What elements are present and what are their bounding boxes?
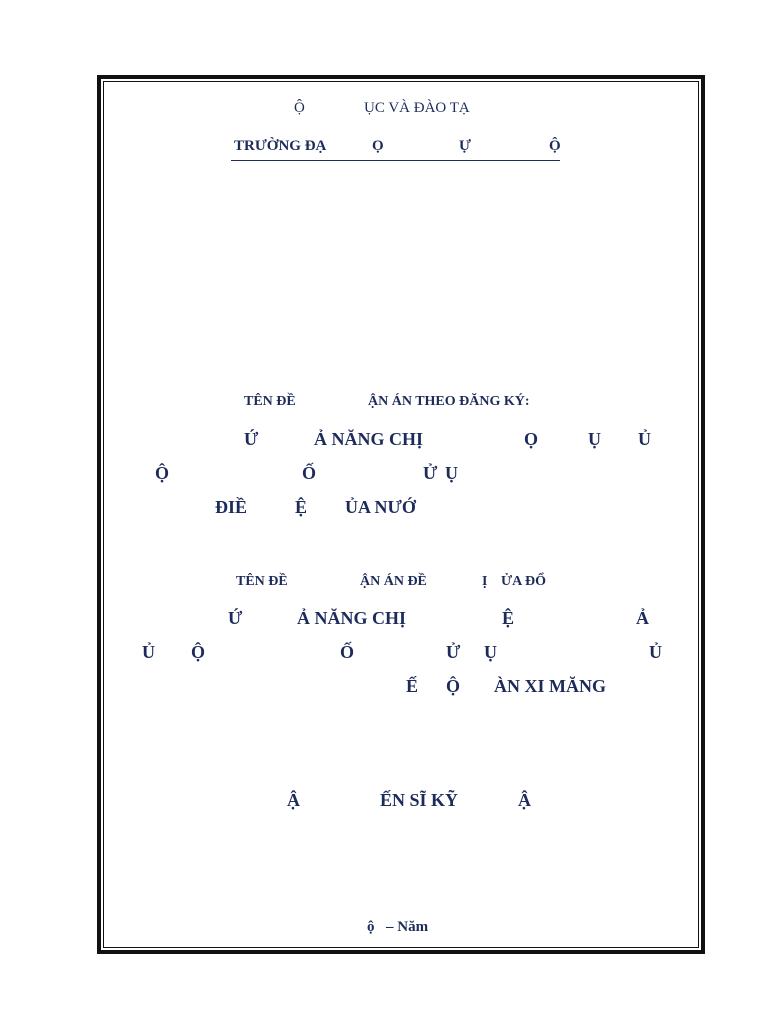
revised-line3-fragment-2: Ộ [446, 676, 461, 696]
degree-fragment-1: Ậ [287, 790, 300, 810]
revised-line2-fragment-1: Ủ [142, 642, 155, 662]
revised-line2-fragment-5: Ụ [484, 642, 497, 662]
registered-line2-fragment-4: Ụ [445, 463, 458, 483]
registered-line1-fragment-1: Ứ [244, 429, 259, 449]
revised-line2-fragment-6: Ủ [649, 642, 662, 662]
revised-line1-fragment-4: Ả [636, 608, 649, 628]
revised-label-fragment-3: Ị [482, 574, 488, 589]
registered-label-fragment-1: TÊN ĐỀ [244, 394, 296, 409]
registered-line3-fragment-1: ĐIỀ [215, 497, 248, 517]
revised-line2-fragment-3: Ố [340, 642, 355, 662]
footer-fragment-1: ộ [367, 919, 375, 935]
registered-line3-fragment-3: ỦA NƯỚ [345, 497, 416, 517]
revised-label-fragment-1: TÊN ĐỀ [236, 574, 288, 589]
revised-line2-fragment-4: Ử [446, 642, 461, 662]
revised-label-fragment-2: ẬN ÁN ĐỀ [360, 574, 427, 589]
revised-line1-fragment-1: Ứ [228, 608, 243, 628]
university-fragment-4: Ộ [549, 138, 561, 154]
ministry-fragment-1: Ộ [294, 100, 305, 116]
registered-line1-fragment-4: Ụ [588, 429, 601, 449]
revised-label-fragment-4: ỬA ĐỔ [501, 574, 546, 589]
university-fragment-1: TRƯỜNG ĐẠ [234, 138, 327, 154]
registered-line2-fragment-1: Ộ [155, 463, 170, 483]
revised-line3-fragment-1: Ế [406, 676, 419, 696]
revised-line1-fragment-3: Ệ [502, 608, 515, 628]
university-fragment-2: Ọ [372, 138, 384, 154]
registered-line2-fragment-2: Ố [302, 463, 317, 483]
registered-line1-fragment-3: Ọ [524, 429, 539, 449]
degree-fragment-2: ẾN SĨ KỸ [380, 790, 459, 810]
ministry-fragment-2: ỤC VÀ ĐÀO TẠ [364, 100, 470, 116]
university-underline [231, 160, 560, 161]
registered-line1-fragment-2: Ả NĂNG CHỊ [314, 429, 424, 449]
revised-line2-fragment-2: Ộ [191, 642, 206, 662]
registered-label-fragment-2: ẬN ÁN THEO ĐĂNG KÝ: [368, 394, 530, 409]
university-fragment-3: Ự [459, 138, 471, 154]
revised-line1-fragment-2: Ả NĂNG CHỊ [297, 608, 407, 628]
revised-line3-fragment-3: ÀN XI MĂNG [494, 676, 606, 696]
registered-line3-fragment-2: Ệ [295, 497, 308, 517]
registered-line1-fragment-5: Ủ [638, 429, 651, 449]
registered-line2-fragment-3: Ử [423, 463, 438, 483]
degree-fragment-3: Ậ [518, 790, 531, 810]
footer-fragment-2: – Năm [386, 919, 429, 935]
